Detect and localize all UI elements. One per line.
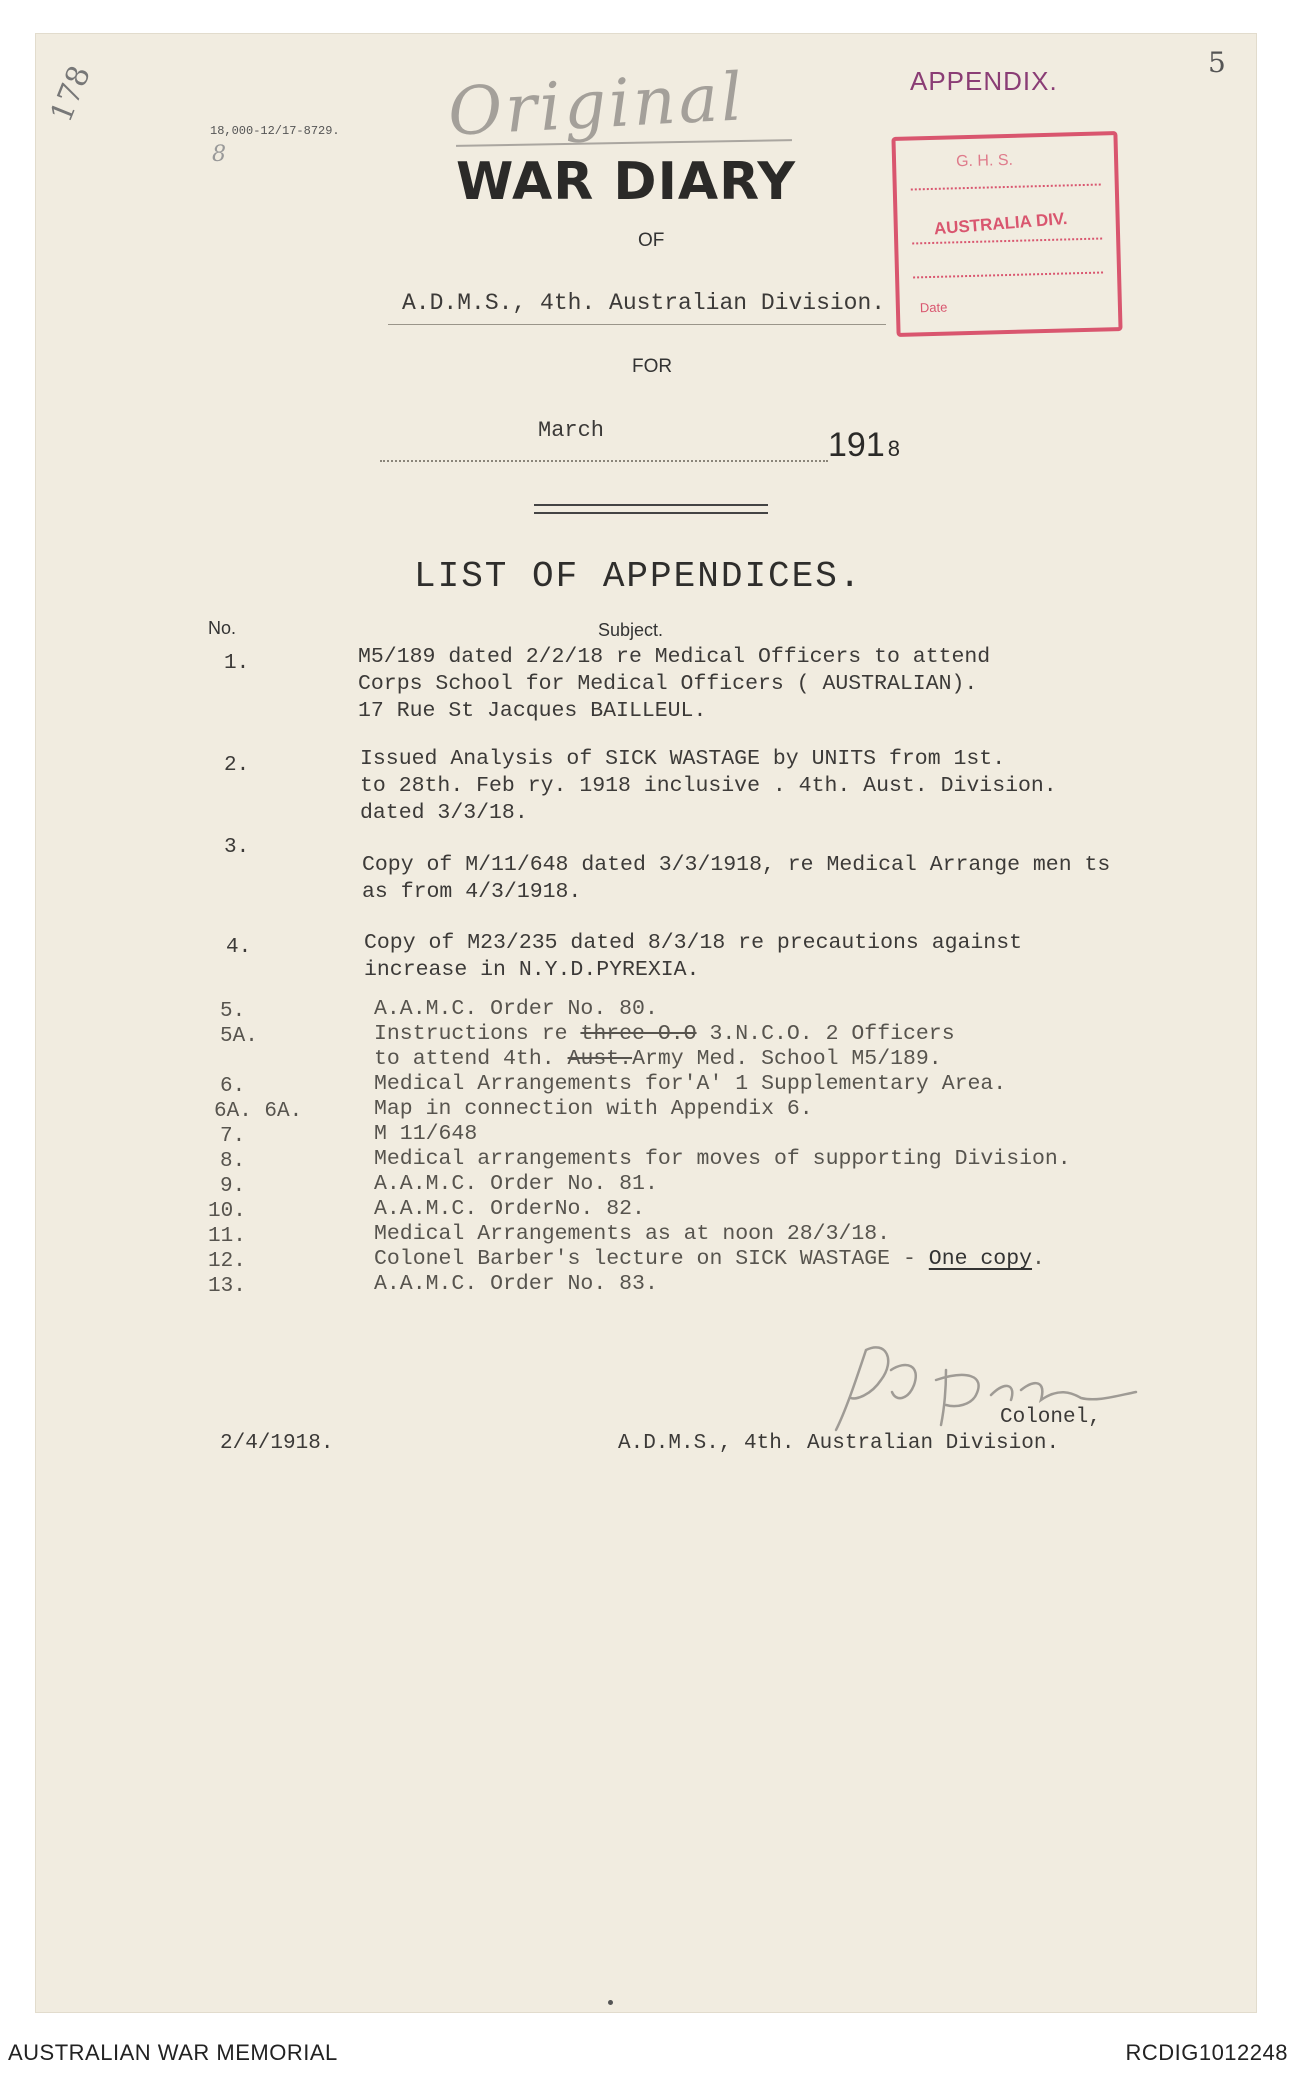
list-heading: LIST OF APPENDICES. xyxy=(414,556,863,597)
entry-5a-struck: three O.O xyxy=(580,1022,697,1046)
handwritten-original: Original xyxy=(446,58,747,151)
entry-12-text xyxy=(374,1246,1045,1273)
entry-6-number: 6. xyxy=(220,1075,246,1098)
unit-name: A.D.M.S., 4th. Australian Division. xyxy=(402,290,886,316)
entry-9-number: 9. xyxy=(220,1175,246,1198)
entry-12-text-a: Colonel Barber's lecture on SICK WASTAGE - xyxy=(374,1247,929,1271)
entry-5a-line-2-struck: Aust. xyxy=(567,1047,633,1071)
document-title: WAR DIARY xyxy=(456,152,797,212)
entry-5a-number: 5A. xyxy=(220,1025,258,1048)
entry-12-number: 12. xyxy=(208,1250,246,1273)
stamp-line-2: AUSTRALIA DIV. xyxy=(933,208,1069,239)
entry-4-line-1: Copy of M23/235 dated 8/3/18 re precautions against xyxy=(364,931,1023,955)
entry-2-number: 2. xyxy=(224,754,250,777)
signature-unit: A.D.M.S., 4th. Australian Division. xyxy=(618,1432,1060,1455)
entry-8-number: 8. xyxy=(220,1150,246,1173)
year-suffix: 8 xyxy=(887,436,900,461)
entry-2-line-2: to 28th. Feb ry. 1918 inclusive . 4th. Aust. Division. xyxy=(360,774,1057,798)
entry-1-line-2: Corps School for Medical Officers ( AUSTRALIAN). xyxy=(358,672,978,696)
entry-2-line-1: Issued Analysis of SICK WASTAGE by UNITS from 1st. xyxy=(360,747,1006,771)
pencil-mark: 8 xyxy=(212,142,226,167)
entry-4-line-2: increase in N.Y.D.PYREXIA. xyxy=(364,958,700,982)
entry-6-text: Medical Arrangements for'A' 1 Supplementary Area. xyxy=(374,1072,1007,1096)
page-number: 5 xyxy=(1208,46,1226,79)
entry-11-text: Medical Arrangements as at noon 28/3/18. xyxy=(374,1222,891,1246)
entry-3-line-1: Copy of M/11/648 dated 3/3/1918, re Medical Arrange men ts xyxy=(362,853,1111,877)
stamp-date-label: Date xyxy=(919,299,948,316)
entry-3-number: 3. xyxy=(224,836,250,859)
of-label: OF xyxy=(638,230,665,251)
print-reference: 18,000-12/17-8729. xyxy=(210,124,340,138)
entry-12-underlined: One copy xyxy=(928,1247,1033,1271)
entry-5a-line-1 xyxy=(374,1021,955,1048)
entry-5a-line-2-text-a: to attend 4th. xyxy=(374,1047,568,1071)
entry-1-line-1: M5/189 dated 2/2/18 re Medical Officers to attend xyxy=(358,645,991,669)
archive-footer-left: AUSTRALIAN WAR MEMORIAL xyxy=(8,2040,338,2065)
entry-13-text: A.A.M.C. Order No. 83. xyxy=(374,1272,658,1296)
year-prefix: 191 xyxy=(828,426,885,464)
entry-2-line-3: dated 3/3/18. xyxy=(360,801,528,825)
entry-5-number: 5. xyxy=(220,1000,246,1023)
entry-1-line-3: 17 Rue St Jacques BAILLEUL. xyxy=(358,699,707,723)
entry-13-number: 13. xyxy=(208,1275,246,1298)
entry-8-text: Medical arrangements for moves of supporting Division. xyxy=(374,1147,1071,1171)
year xyxy=(828,426,900,465)
signature-rank: Colonel, xyxy=(1000,1406,1101,1429)
receipt-stamp xyxy=(891,131,1122,337)
entry-3-line-2: as from 4/3/1918. xyxy=(362,880,582,904)
month: March xyxy=(538,418,605,443)
folio-mark: 178 xyxy=(44,60,98,128)
entry-5a-line-2-text-b: Army Med. School M5/189. xyxy=(632,1047,942,1071)
document-page xyxy=(36,34,1256,2012)
entry-12-text-b: . xyxy=(1032,1247,1045,1271)
punch-hole-dot xyxy=(608,2000,613,2005)
entry-6a-text: Map in connection with Appendix 6. xyxy=(374,1097,813,1121)
entry-9-text: A.A.M.C. Order No. 81. xyxy=(374,1172,658,1196)
month-dotted-line xyxy=(380,460,828,462)
entry-7-number: 7. xyxy=(220,1125,246,1148)
unit-dotted-line xyxy=(388,324,886,325)
handwritten-signature xyxy=(796,1310,1196,1450)
column-subject: Subject. xyxy=(598,620,664,640)
entry-7-text: M 11/648 xyxy=(374,1122,478,1146)
entry-5a-text-b: 3.N.C.O. 2 Officers xyxy=(696,1022,955,1046)
archive-footer-right: RCDIG1012248 xyxy=(1125,2040,1288,2065)
entry-5a-line-2 xyxy=(374,1046,942,1073)
for-label: FOR xyxy=(632,356,673,377)
stamp-line-1: G. H. S. xyxy=(955,151,1014,171)
entry-10-number: 10. xyxy=(208,1200,246,1223)
entry-1-number: 1. xyxy=(224,652,250,675)
entry-5a-text-a: Instructions re xyxy=(374,1022,581,1046)
entry-10-text: A.A.M.C. OrderNo. 82. xyxy=(374,1197,645,1221)
column-no: No. xyxy=(208,618,237,638)
entry-11-number: 11. xyxy=(208,1225,246,1248)
entry-6a-number: 6A. 6A. xyxy=(214,1100,303,1123)
entry-4-number: 4. xyxy=(226,936,252,959)
signature-date: 2/4/1918. xyxy=(220,1432,334,1455)
entry-5-text: A.A.M.C. Order No. 80. xyxy=(374,997,658,1021)
double-rule xyxy=(534,504,768,514)
appendix-label: APPENDIX. xyxy=(910,66,1058,96)
